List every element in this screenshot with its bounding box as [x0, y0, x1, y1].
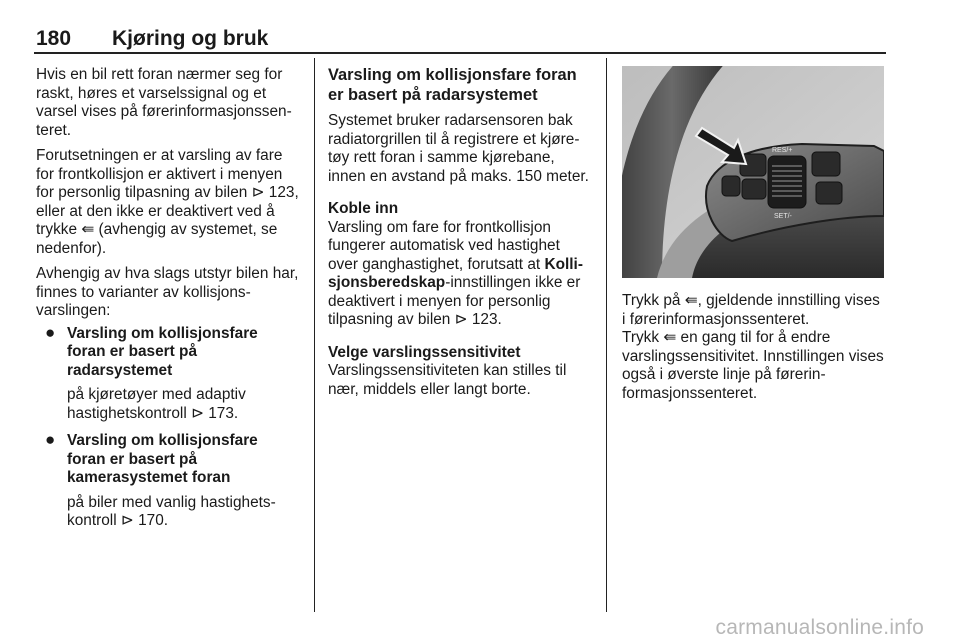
- list-item: [36, 432, 300, 531]
- list-item: [36, 322, 300, 424]
- watermark: carmanualsonline.info: [715, 616, 924, 639]
- activate-ref: 123.: [471, 311, 502, 328]
- column-1: [36, 66, 300, 540]
- list-item-body-text: på biler med vanlig hastighetskontroll: [67, 493, 276, 529]
- press-text-a: Trykk på: [622, 292, 681, 309]
- prerequisite-text-b: 123, eller at den ikke er deaktivert ved å trykke: [36, 184, 299, 238]
- steering-wheel-image: [622, 66, 884, 278]
- paragraph-prerequisite: [36, 147, 300, 258]
- set-label: SET/-: [774, 213, 792, 220]
- paragraph-system: Systemet bruker radarsensoren bak radiatorgrillen til å registrere et kjøretøy rett foran i samme kjørebane, innen en avstand på maks. 150 meter.: [328, 112, 589, 185]
- column-3: [622, 292, 884, 410]
- section-heading: Varsling om kollisjonsfare foran er basert på radarsystemet: [328, 66, 577, 104]
- header-rule: [34, 52, 886, 54]
- paragraph-sensitivity: Varslingssensitiviteten kan stilles til nær, middels eller langt borte.: [328, 362, 567, 398]
- bullet-icon: ●: [45, 430, 56, 449]
- press-text-b: , gjeldende innstilling vises i førerinformasjonssenteret.: [622, 292, 880, 328]
- paragraph-press-once: [622, 292, 884, 329]
- vehicle-distance-icon: ⇚: [684, 292, 698, 309]
- page-title: Kjøring og bruk: [112, 27, 269, 50]
- page-number: 180: [36, 27, 72, 50]
- steering-wheel-illustration: [622, 66, 884, 278]
- activate-text-a: Varsling om fare for frontkollisjon fungerer automatisk ved hastighet over ganghastighet, forutsatt at: [328, 218, 560, 273]
- column-divider-right: [606, 58, 607, 612]
- list-item-body-text: på kjøretøyer med adaptiv hastighetskontroll: [67, 386, 246, 422]
- vehicle-distance-icon: ⇚: [663, 329, 677, 346]
- vehicle-distance-icon: ⇚: [81, 221, 95, 238]
- paragraph-variants: Avhengig av hva slags utstyr bilen har, finnes to varianter av kollisjonsvarslingen:: [36, 265, 299, 319]
- column-divider-left: [314, 58, 315, 612]
- column-2: [328, 66, 594, 406]
- reference-arrow-icon: ⊳: [251, 184, 265, 201]
- list-item-title: Varsling om kollisjonsfare foran er basert på radarsystemet: [67, 324, 258, 379]
- reference-arrow-icon: ⊳: [191, 404, 204, 422]
- subheading-activate: Koble inn: [328, 200, 399, 217]
- list-item-body: [67, 386, 300, 423]
- list-item-title: Varsling om kollisjonsfare foran er basert på kamerasystemet foran: [67, 432, 258, 486]
- press-again-text-b: en gang til for å endre varslingssensitivitet. Innstillingen vises også i øverste linje på førerinformasjonssenteret.: [622, 329, 884, 402]
- reference-arrow-icon: ⊳: [120, 512, 134, 529]
- paragraph-activate: [328, 219, 594, 330]
- list-item-ref: 170.: [138, 512, 169, 529]
- reference-arrow-icon: ⊳: [454, 311, 468, 328]
- res-label: RES/+: [772, 147, 793, 154]
- activate-setting-name: Kollisjonsberedskap: [328, 255, 583, 291]
- prerequisite-text-a: Forutsetningen er at varsling av fare for frontkollisjon er aktivert i menyen for personlig tilpasning av bilen: [36, 147, 283, 201]
- paragraph-press-again: [622, 329, 884, 403]
- bullet-icon: ●: [45, 322, 56, 342]
- subheading-sensitivity: Velge varslingssensitivitet: [328, 343, 521, 361]
- prerequisite-text-c: (avhengig av systemet, se nedenfor).: [36, 221, 278, 257]
- activate-text-c: -innstillingen ikke er deaktivert i menyen for personlig tilpasning av bilen: [328, 274, 581, 328]
- paragraph-intro: Hvis en bil rett foran nærmer seg for raskt, høres et varselssignal og et varsel vises på førerinformasjonssenteret.: [36, 66, 292, 139]
- list-item-body: [67, 494, 300, 531]
- press-again-text-a: Trykk: [622, 329, 660, 346]
- list-item-ref: 173.: [208, 404, 239, 422]
